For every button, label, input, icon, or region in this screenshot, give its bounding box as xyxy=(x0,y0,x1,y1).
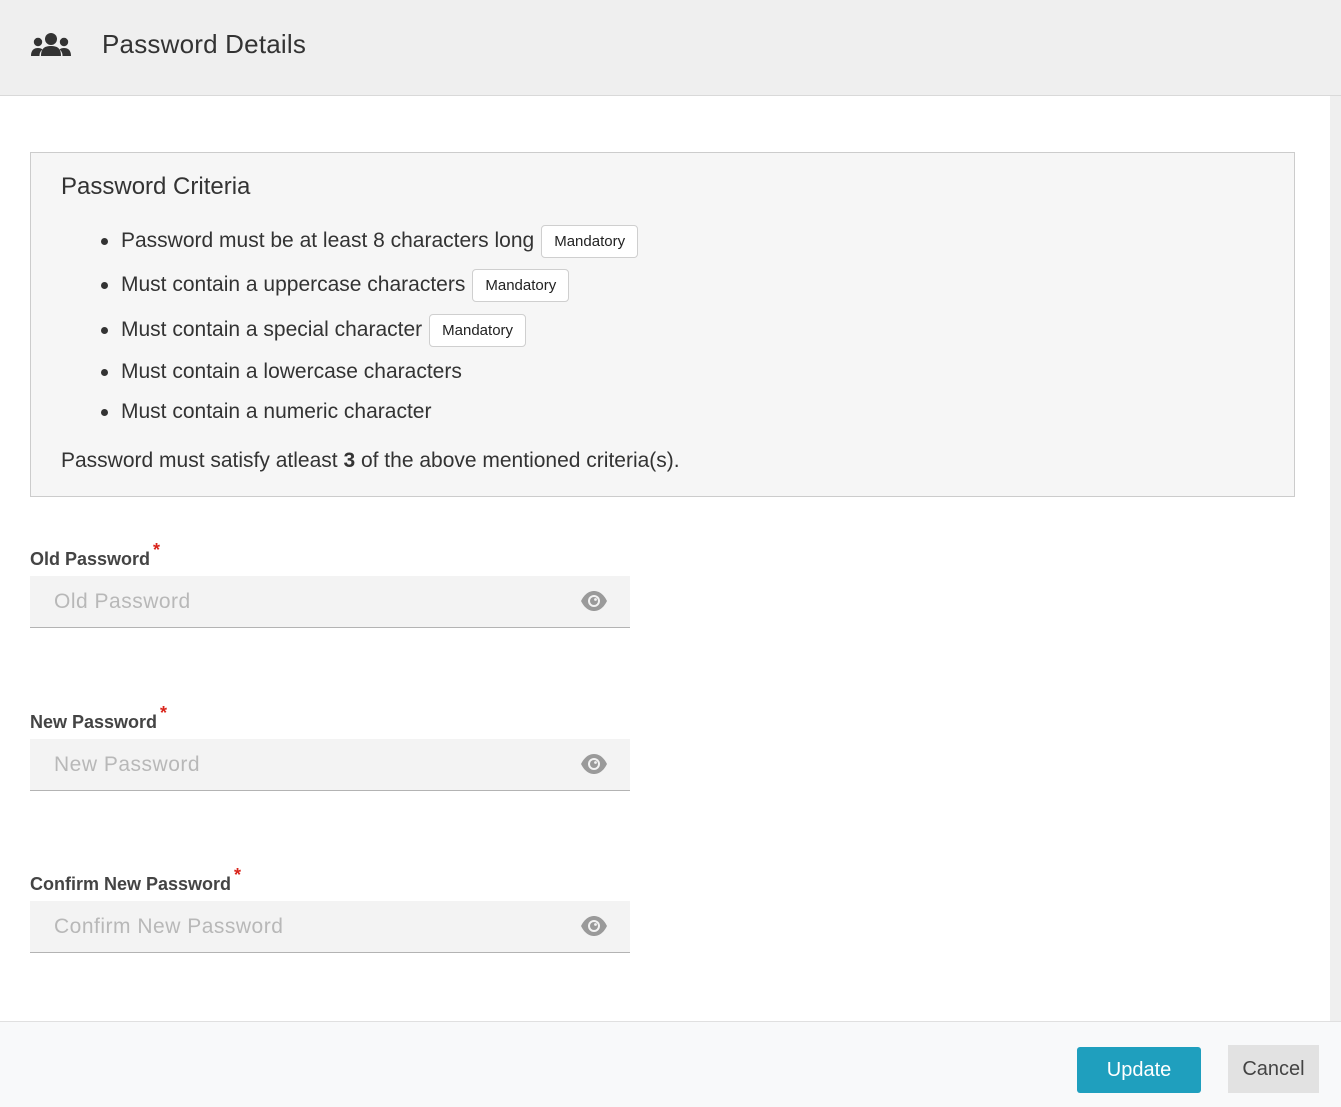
scrollbar[interactable] xyxy=(1330,96,1341,1021)
confirm-password-field xyxy=(30,901,630,953)
confirm-password-label xyxy=(30,865,242,895)
eye-icon[interactable] xyxy=(580,753,608,775)
update-button[interactable]: Update xyxy=(1077,1047,1201,1093)
page-title: Password Details xyxy=(102,29,307,59)
criteria-title: Password Criteria xyxy=(61,173,251,200)
note-prefix: Password must satisfy atleast xyxy=(61,449,344,472)
required-mark: * xyxy=(160,703,168,723)
new-password-label xyxy=(30,703,168,733)
new-password-input[interactable] xyxy=(30,739,570,790)
cancel-button[interactable]: Cancel xyxy=(1228,1045,1319,1093)
criteria-item xyxy=(121,223,638,259)
new-password-field xyxy=(30,739,630,791)
old-password-label xyxy=(30,540,161,570)
mandatory-badge: Mandatory xyxy=(429,314,526,347)
password-criteria-panel xyxy=(30,152,1295,497)
criteria-text: Must contain a lowercase characters xyxy=(121,360,462,383)
eye-icon[interactable] xyxy=(580,590,608,612)
form-footer xyxy=(0,1021,1341,1107)
mandatory-badge: Mandatory xyxy=(541,225,638,258)
criteria-item xyxy=(121,397,638,427)
required-mark: * xyxy=(153,540,161,560)
criteria-note xyxy=(61,449,680,473)
confirm-password-label-text: Confirm New Password xyxy=(30,874,232,894)
page-header xyxy=(0,0,1341,96)
criteria-text: Password must be at least 8 characters long xyxy=(121,229,535,252)
users-icon xyxy=(30,32,72,60)
eye-icon[interactable] xyxy=(580,915,608,937)
criteria-text: Must contain a special character xyxy=(121,318,423,341)
criteria-item xyxy=(121,357,638,387)
required-mark: * xyxy=(234,865,242,885)
confirm-password-input[interactable] xyxy=(30,901,570,952)
criteria-list xyxy=(121,223,638,427)
new-password-label-text: New Password xyxy=(30,712,158,732)
criteria-text: Must contain a uppercase characters xyxy=(121,273,466,296)
criteria-text: Must contain a numeric character xyxy=(121,400,432,423)
old-password-input[interactable] xyxy=(30,576,570,627)
old-password-label-text: Old Password xyxy=(30,549,151,569)
criteria-item xyxy=(121,312,638,348)
old-password-field xyxy=(30,576,630,628)
note-suffix: of the above mentioned criteria(s). xyxy=(355,449,680,472)
note-count: 3 xyxy=(343,449,356,472)
mandatory-badge: Mandatory xyxy=(472,269,569,302)
criteria-item xyxy=(121,267,638,303)
